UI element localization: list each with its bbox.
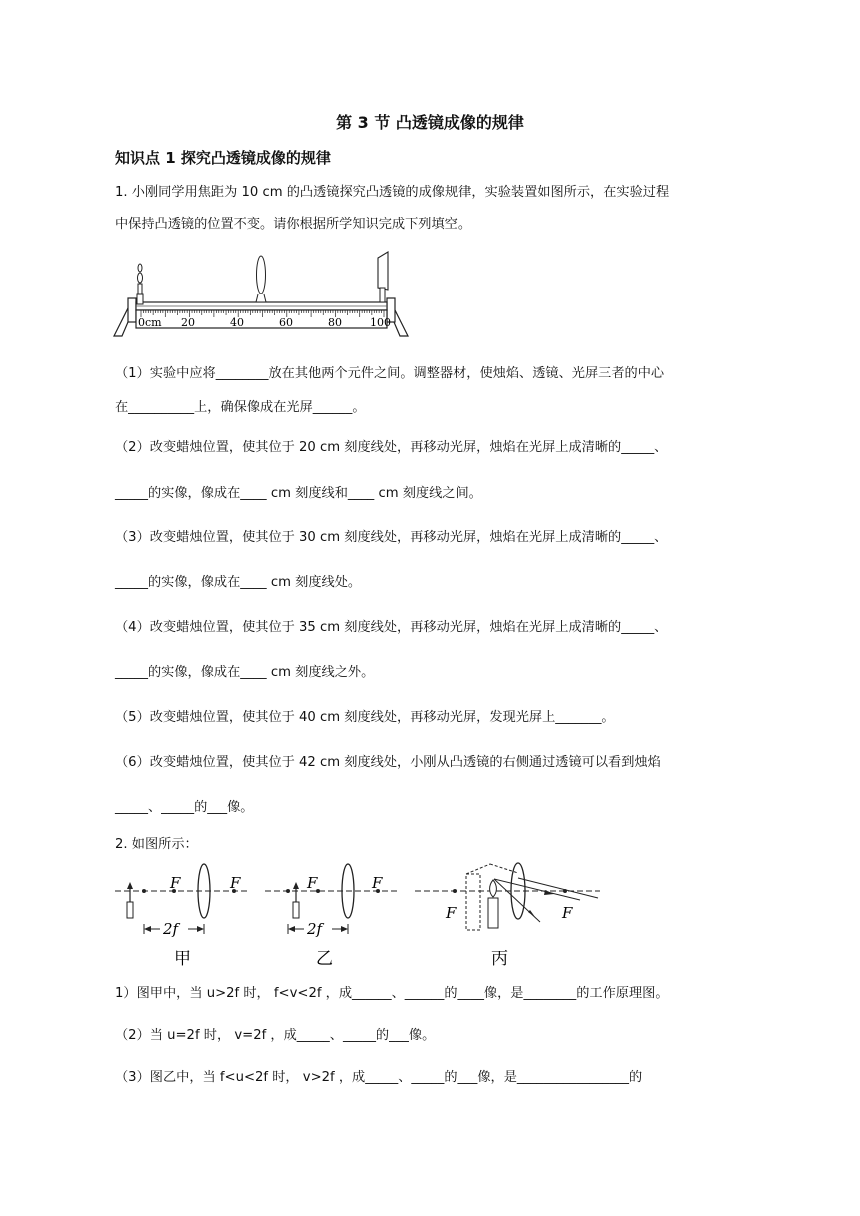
ruler-label-80: 80 xyxy=(328,316,342,329)
ruler-label-100: 100 xyxy=(370,316,391,329)
bench-left-end xyxy=(128,298,136,322)
q1-item-1a: （1）实验中应将________放在其他两个元件之间。调整器材，使烛焰、透镜、光屏三者的中心 xyxy=(115,366,665,381)
bench-ruler xyxy=(136,310,387,328)
q1-item-3b: _____的实像，像成在____ cm 刻度线处。 xyxy=(115,575,362,590)
yi-caption: 乙 xyxy=(316,949,333,969)
q1-item-5: （5）改变蜡烛位置，使其位于 40 cm 刻度线处，再移动光屏，发现光屏上_______。 xyxy=(115,710,615,725)
yi-label-2f: 2f xyxy=(307,920,323,938)
page-title: 第 3 节 凸透镜成像的规律 xyxy=(336,113,524,132)
convex-lens xyxy=(256,256,266,302)
jia-caption: 甲 xyxy=(174,949,191,969)
ruler-label-40: 40 xyxy=(230,316,244,329)
light-screen xyxy=(378,252,388,302)
lens-diagrams-figure xyxy=(110,860,610,972)
q2-item-3: （3）图乙中，当 f<u<2f 时， v>2f ，成_____、_____的___像，是_________________的 xyxy=(115,1070,643,1085)
bing-caption: 丙 xyxy=(491,949,508,969)
q1-item-6a: （6）改变蜡烛位置，使其位于 42 cm 刻度线处，小刚从凸透镜的右侧通过透镜可以看到烛焰 xyxy=(115,755,661,770)
section-heading: 知识点 1 探究凸透镜成像的规律 xyxy=(115,149,331,167)
ruler-label-20: 20 xyxy=(181,316,195,329)
q1-text-line2: 中保持凸透镜的位置不变。请你根据所学知识完成下列填空。 xyxy=(115,217,472,232)
q1-item-2b: _____的实像，像成在____ cm 刻度线和____ cm 刻度线之间。 xyxy=(115,486,482,501)
q1-text-line1: 1. 小刚同学用焦距为 10 cm 的凸透镜探究凸透镜的成像规律，实验装置如图所示，在实验过程 xyxy=(115,185,670,200)
yi-label-f-right: F xyxy=(372,874,383,892)
ruler-label-60: 60 xyxy=(279,316,293,329)
q1-item-4b: _____的实像，像成在____ cm 刻度线之外。 xyxy=(115,665,375,680)
jia-label-f-right: F xyxy=(230,874,241,892)
optical-bench-figure xyxy=(112,250,412,342)
jia-label-2f: 2f xyxy=(163,920,179,938)
q1-item-6b: _____、_____的___像。 xyxy=(115,800,254,815)
ruler-label-0: 0cm xyxy=(138,316,162,329)
bing-label-f-left: F xyxy=(446,904,457,922)
q1-item-1b: 在__________上，确保像成在光屏______。 xyxy=(115,400,366,415)
yi-label-f-left: F xyxy=(307,874,318,892)
q1-item-4a: （4）改变蜡烛位置，使其位于 35 cm 刻度线处，再移动光屏，烛焰在光屏上成清晰的_____、 xyxy=(115,620,668,635)
q2-item-1: 1）图甲中，当 u>2f 时， f<v<2f ，成______、______的____像，是________的工作原理图。 xyxy=(115,986,669,1001)
jia-label-f-left: F xyxy=(170,874,181,892)
q2-item-2: （2）当 u=2f 时， v=2f ，成_____、_____的___像。 xyxy=(115,1028,436,1043)
candle xyxy=(137,264,143,304)
bing-label-f-right: F xyxy=(562,904,573,922)
q1-item-2a: （2）改变蜡烛位置，使其位于 20 cm 刻度线处，再移动光屏，烛焰在光屏上成清晰的_____、 xyxy=(115,440,668,455)
q2-intro: 2. 如图所示： xyxy=(115,837,198,852)
q1-item-3a: （3）改变蜡烛位置，使其位于 30 cm 刻度线处，再移动光屏，烛焰在光屏上成清晰的_____、 xyxy=(115,530,668,545)
